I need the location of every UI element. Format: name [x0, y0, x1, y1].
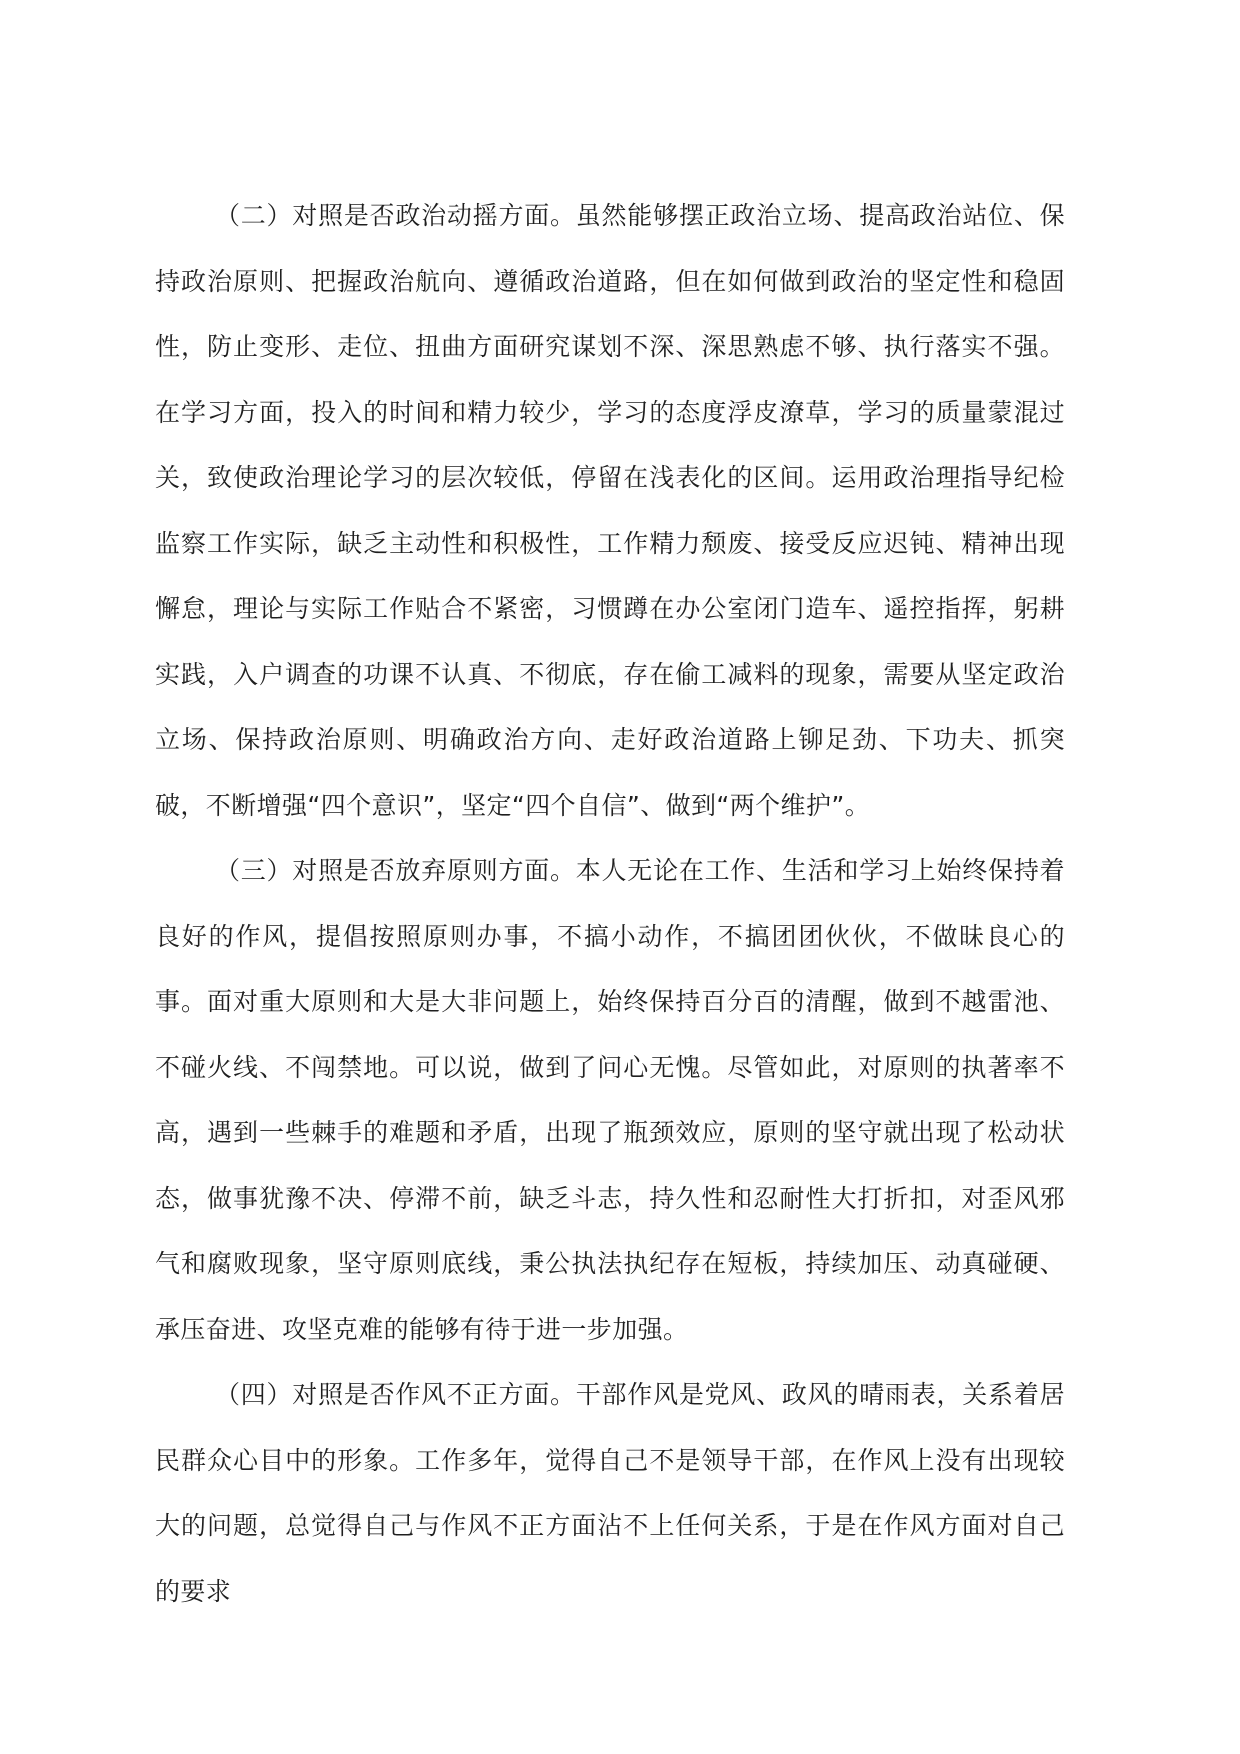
paragraph-political-wavering: （二）对照是否政治动摇方面。虽然能够摆正政治立场、提高政治站位、保持政治原则、把握政治航向、遵循政治道路，但在如何做到政治的坚定性和稳固性，防止变形、走位、扭曲方面研究谋划不深、深思熟虑不够、执行落实不强。在学习方面，投入的时间和精力较少，学习的态度浮皮潦草，学习的质量蒙混过关，致使政治理论学习的层次较低，停留在浅表化的区间。运用政治理指导纪检监察工作实际，缺乏主动性和积极性，工作精力颓废、接受反应迟钝、精神出现懈怠，理论与实际工作贴合不紧密，习惯蹲在办公室闭门造车、遥控指挥，躬耕实践，入户调查的功课不认真、不彻底，存在偷工减料的现象，需要从坚定政治立场、保持政治原则、明确政治方向、走好政治道路上铆足劲、下功夫、抓突破，不断增强“四个意识”，坚定“四个自信”、做到“两个维护”。 [155, 201, 1065, 820]
paragraph-abandoning-principles: （三）对照是否放弃原则方面。本人无论在工作、生活和学习上始终保持着良好的作风，提倡按照原则办事，不搞小动作，不搞团团伙伙，不做昧良心的事。面对重大原则和大是大非问题上，始终保持百分百的清醒，做到不越雷池、不碰火线、不闯禁地。可以说，做到了问心无愧。尽管如此，对原则的执著率不高，遇到一些棘手的难题和矛盾，出现了瓶颈效应，原则的坚守就出现了松动状态，做事犹豫不决、停滞不前，缺乏斗志，持久性和忍耐性大打折扣，对歪风邪气和腐败现象，坚守原则底线，秉公执法执纪存在短板，持续加压、动真碰硬、承压奋进、攻坚克难的能够有待于进一步加强。 [155, 856, 1065, 1344]
paragraph-improper-work-style: （四）对照是否作风不正方面。干部作风是党风、政风的晴雨表，关系着居民群众心目中的形象。工作多年，觉得自己不是领导干部，在作风上没有出现较大的问题，总觉得自己与作风不正方面沾不上任何关系，于是在作风方面对自己的要求 [155, 1380, 1065, 1606]
document-body [155, 183, 1065, 1624]
